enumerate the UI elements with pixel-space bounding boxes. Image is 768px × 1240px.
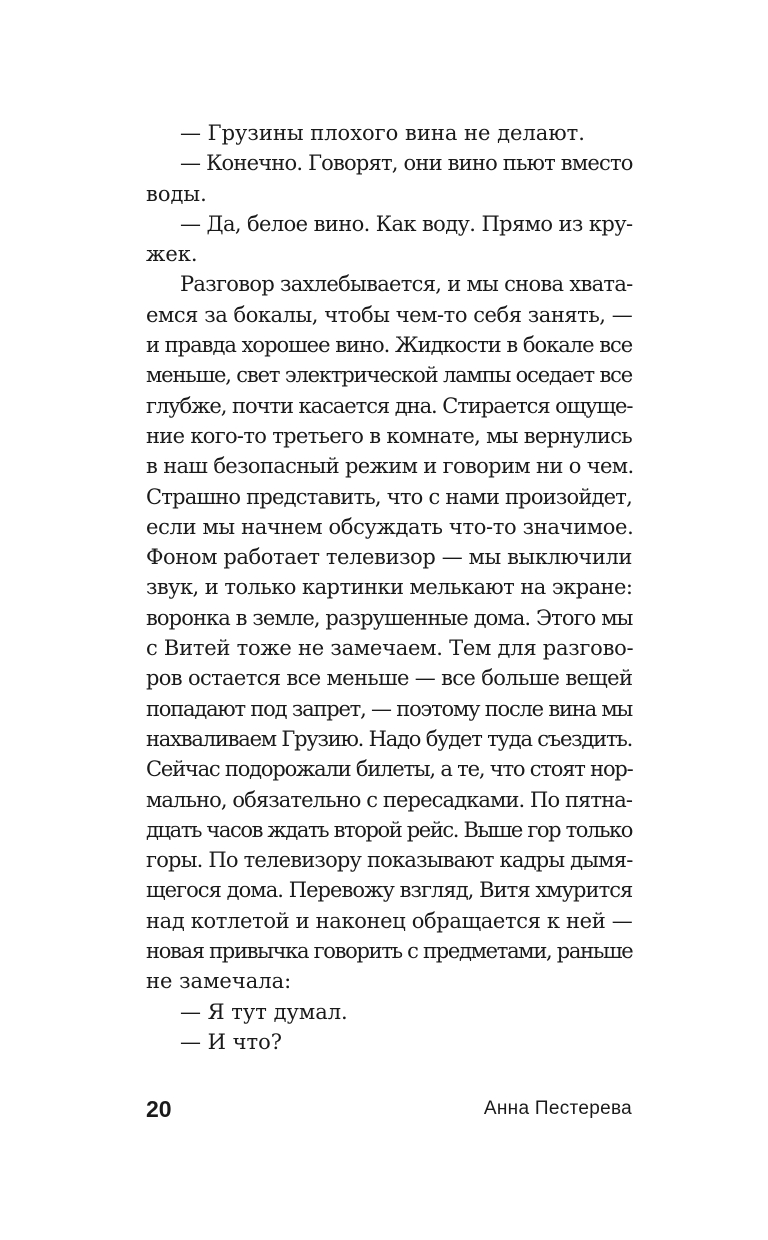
text-line: в наш безопасный режим и говорим ни о чем.: [146, 454, 634, 479]
text-line: жек.: [146, 242, 198, 267]
text-line: не замечала:: [146, 969, 292, 994]
text-line: Разговор захлебывается, и мы снова хвата-: [180, 272, 633, 297]
text-line: — Я тут думал.: [180, 999, 348, 1024]
text-line: ров остается все меньше — все больше вещей: [146, 666, 633, 691]
text-line: попадают под запрет, — поэтому после вина мы: [146, 696, 633, 721]
text-line: меньше, свет электрической лампы оседает все: [146, 363, 633, 388]
text-line: дцать часов ждать второй рейс. Выше гор только: [146, 817, 632, 842]
text-line: Сейчас подорожали билеты, а те, что стоят нор-: [146, 757, 633, 782]
text-line: Страшно представить, что с нами произойдет,: [146, 484, 632, 509]
text-line: глубже, почти касается дна. Стирается ощуще-: [146, 393, 633, 418]
text-line: воронка в земле, разрушенные дома. Этого мы: [146, 605, 633, 630]
text-line: емся за бокалы, чтобы чем-то себя занять, —: [146, 302, 633, 327]
text-line: нахваливаем Грузию. Надо будет туда съездить.: [146, 726, 633, 751]
text-line: над котлетой и наконец обращается к ней —: [146, 908, 633, 933]
text-line: звук, и только картинки мелькают на экране:: [146, 575, 633, 600]
text-line: с Витей тоже не замечаем. Тем для разгово-: [146, 636, 634, 661]
text-line: воды.: [146, 181, 207, 206]
body-text: [146, 118, 632, 1057]
text-line: ние кого-то третьего в комнате, мы вернулись: [146, 423, 632, 448]
text-line: и правда хорошее вино. Жидкости в бокале все: [146, 333, 633, 358]
text-line: если мы начнем обсуждать что-то значимое.: [146, 514, 634, 539]
author-name: Анна Пестерева: [483, 1098, 632, 1119]
text-line: щегося дома. Перевожу взгляд, Витя хмурится: [146, 878, 633, 903]
page-number: 20: [146, 1096, 172, 1122]
text-line: мально, обязательно с пересадками. По пятна-: [146, 787, 633, 812]
text-line: горы. По телевизору показывают кадры дымя-: [146, 848, 633, 873]
page-footer: [146, 1096, 632, 1130]
text-line: — И что?: [180, 1029, 283, 1054]
text-line: — Грузины плохого вина не делают.: [180, 121, 585, 145]
text-line: — Конечно. Говорят, они вино пьют вместо: [180, 151, 633, 176]
text-line: новая привычка говорить с предметами, раньше: [146, 939, 633, 964]
text-line: — Да, белое вино. Как воду. Прямо из кру-: [180, 211, 633, 236]
text-line: Фоном работает телевизор — мы выключили: [146, 545, 632, 570]
